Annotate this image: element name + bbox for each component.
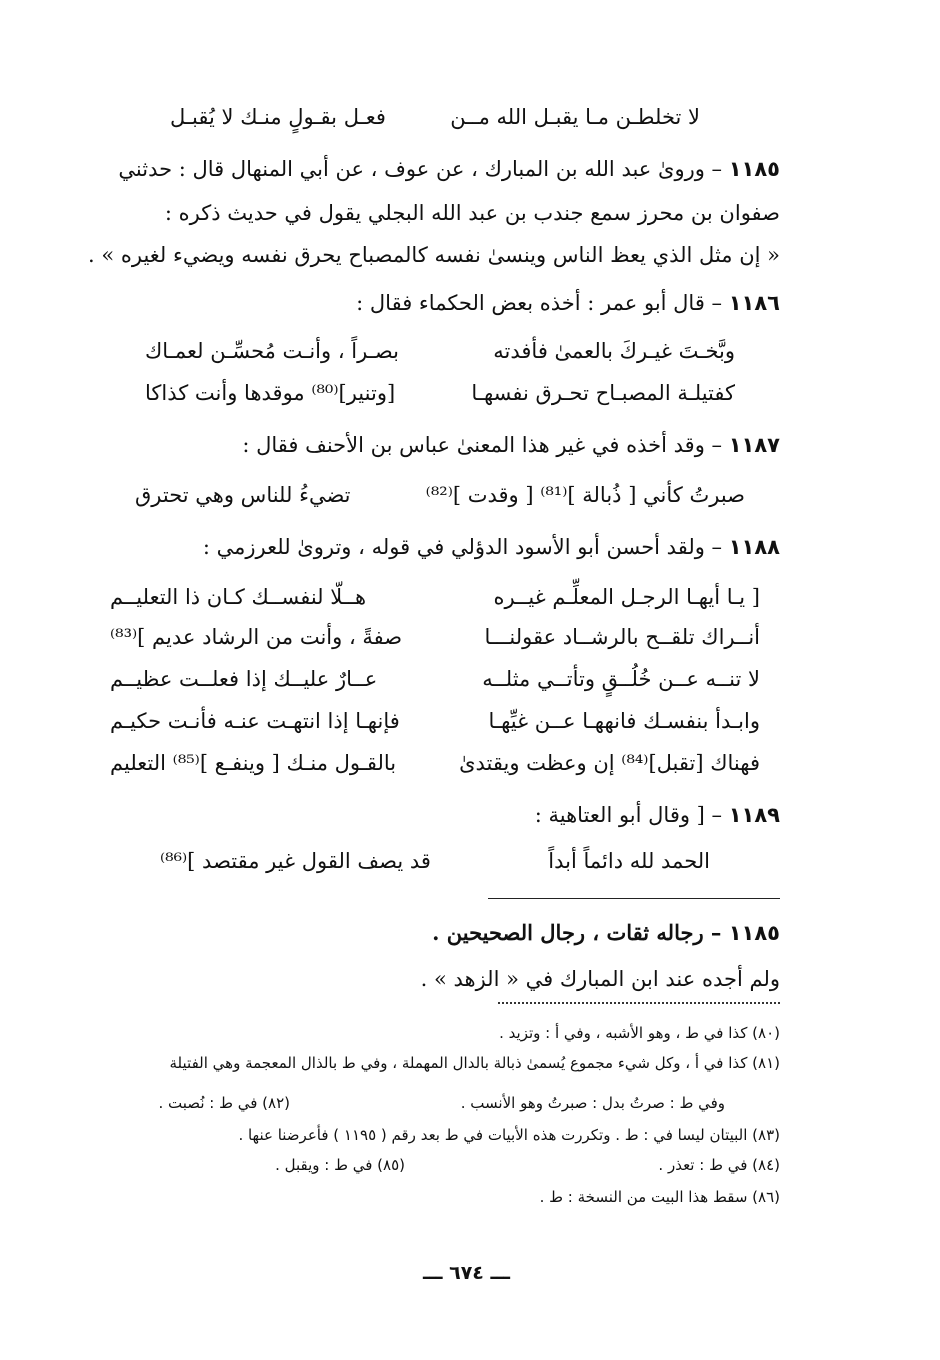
verse-line [145,336,735,366]
paragraph-text: – وقد أخذه في غير هذا المعنىٰ عباس بن الأحنف فقال : [242,433,729,457]
paragraph-text: – قال أبو عمر : أخذه بعض الحكماء فقال : [356,291,729,315]
entry-number: ١١٨٩ [728,803,780,827]
paragraph-1185-line-3: « إن مثل الذي يعظ الناس وينسىٰ نفسه كالمصباح يحرق نفسه ويضيء لغيره » . [87,243,780,267]
verse-hemistich-right: كفتيلـة المصبـاح تحـرق نفسهـا [471,381,735,405]
footnote-82: (٨٢) في ط : نُصبت . [158,1094,290,1112]
footnote-85: (٨٥) في ط : ويقبل . [275,1156,405,1174]
verse-line [170,102,700,132]
verse-hemistich-left: فعـل بقـولٍ منـك لا يُقبـل [170,105,386,129]
paragraph-1185-line-1 [118,154,780,184]
footnote-83: (٨٣) البيتان ليسا في : ط . وتكررت هذه الأبيات في ط بعد رقم ( ١١٩٥ ) فأعرضنا عنها . [238,1126,780,1144]
verse-line [110,622,760,652]
entry-number: ١١٨٧ [728,433,780,457]
verse-hemistich-right: وبَّخـتَ غيـركَ بالعمىٰ فأفدته [493,339,735,363]
note-1185-line-2: ولم أجده عند ابن المبارك في « الزهد » . [420,967,780,991]
paragraph-text: – [ وقال أبو العتاهية : [534,803,729,827]
verse-line [135,480,745,510]
verse-hemistich-left: عــارٌ عليــك إذا فعلــت عظيــم [110,667,378,691]
paragraph-text: – وروىٰ عبد الله بن المبارك ، عن عوف ، عن أبي المنهال قال : حدثني [118,157,729,181]
verse-hemistich-right: لا تخلطـن مـا يقبـل الله مــن [450,105,700,129]
entry-number: ١١٨٥ [728,157,780,181]
verse-line [110,664,760,694]
note-1185-line-1 [432,918,780,948]
footnote-80: (٨٠) كذا في ط ، وهو الأشبه ، وفي أ : وتزيد . [499,1024,780,1042]
verse-hemistich-left: صفةً ، وأنت من الرشاد عديم ]⁽⁸³⁾ [110,625,403,649]
verse-hemistich-left: تضيءُ للناس وهي تحترق [135,483,351,507]
verse-hemistich-right: صبرتُ كأني [ ذُبالة ]⁽⁸¹⁾ [ وقدت ]⁽⁸²⁾ [425,483,745,507]
footnote-84: (٨٤) في ط : تعذر . [658,1156,780,1174]
footnote-81-line-1: (٨١) كذا في أ ، وكل شيء مجموع يُسمىٰ ذبالة بالدال المهملة ، وفي ط بالذال المعجمة وهي الفتيلة [169,1054,780,1072]
verse-hemistich-left: [وتنير]⁽⁸⁰⁾ موقدها وأنت كذاكا [145,381,396,405]
verse-line [160,846,710,876]
paragraph-1189-line-1 [535,800,780,830]
verse-hemistich-right: فهناك [تقبل]⁽⁸⁴⁾ إن وعظت ويقتدىٰ [459,751,760,775]
verse-hemistich-right: الحمد لله دائماً أبداً [548,849,710,873]
entry-number: ١١٨٦ [728,291,780,315]
verse-hemistich-left: هــلّا لنفســك كـان ذا التعليــم [110,585,367,609]
verse-line [110,748,760,778]
verse-hemistich-right: [ يـا أيهـا الرجـل المعلِّـم غيــره [493,585,760,609]
paragraph-1188-line-1 [203,532,780,562]
verse-hemistich-right: أنــراك تلقــح بالرشــاد عقولنـــا [484,625,760,649]
verse-line [110,706,760,736]
note-text: – رجاله ثقات ، رجال الصحيحين . [432,920,729,945]
footnote-81-line-2: وفي ط : صرتُ بدل : صبرتُ وهو الأنسب . [460,1094,725,1112]
verse-hemistich-left: بصـراً ، وأنـت مُحسِّـن لعمـاك [145,339,399,363]
paragraph-1185-line-2: صفوان بن محرز سمع جندب بن عبد الله البجلي يقول في حديث ذكره : [164,201,780,225]
paragraph-1186-line-1 [356,288,780,318]
entry-number: ١١٨٨ [728,535,780,559]
verse-hemistich-left: قد يصف القول غير مقتصد ]⁽⁸⁶⁾ [160,849,431,873]
separator-rule [488,898,780,899]
entry-number: ١١٨٥ [728,921,780,945]
paragraph-text: – ولقد أحسن أبو الأسود الدؤلي في قوله ، وتروىٰ للعرزمي : [202,535,729,559]
verse-line [110,582,760,612]
footnote-86: (٨٦) سقط هذا البيت من النسخة : ط . [539,1188,780,1206]
verse-hemistich-right: وابـدأ بنفسـك فانههـا عــن غيِّهـا [488,709,760,733]
dotted-separator [498,1002,780,1004]
verse-line [145,378,735,408]
verse-hemistich-right: لا تنــه عــن خُلُــقٍ وتأتــي مثلــه [482,667,760,691]
verse-hemistich-left: بالقـول منـك [ وينفـع ]⁽⁸⁵⁾ التعليم [110,751,397,775]
paragraph-1187-line-1 [242,430,780,460]
page-number: ـــ ٦٧٤ ـــ [422,1262,510,1284]
verse-hemistich-left: فإنهـا إذا انتهـت عنـه فأنـت حكيـم [110,709,400,733]
